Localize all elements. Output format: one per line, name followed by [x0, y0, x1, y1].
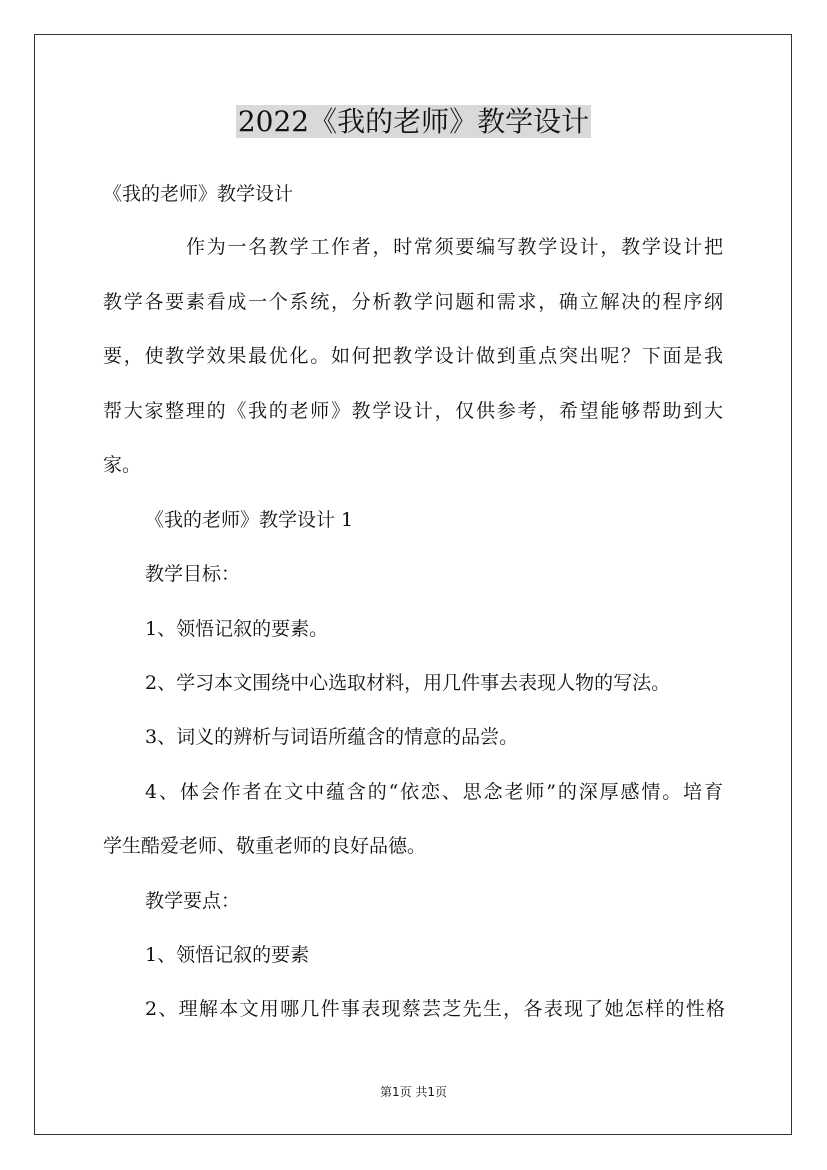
keypoint-item-1: 1、领悟记叙的要素 [145, 944, 310, 966]
keypoints-heading: 教学要点： [145, 890, 241, 912]
intro-line-4: 帮大家整理的《我的老师》教学设计，仅供参考，希望能够帮助到大 [103, 400, 723, 422]
intro-line-1: 作为一名教学工作者，时常须要编写教学设计，教学设计把 [186, 236, 723, 258]
section-title: 《我的老师》教学设计 1 [145, 509, 354, 531]
keypoint-item-2: 2、理解本文用哪几件事表现蔡芸芝先生，各表现了她怎样的性格 [145, 998, 725, 1020]
objective-item-3: 3、词义的辨析与词语所蕴含的情意的品尝。 [145, 726, 519, 748]
document-title [0, 100, 827, 144]
intro-line-5: 家。 [103, 454, 142, 476]
objective-item-2: 2、学习本文围绕中心选取材料，用几件事去表现人物的写法。 [145, 672, 671, 694]
intro-line-3: 要，使教学效果最优化。如何把教学设计做到重点突出呢？下面是我 [103, 345, 723, 367]
page-footer: 第1页 共1页 [379, 1085, 448, 1099]
objective-item-4-line-2: 学生酷爱老师、敬重老师的良好品德。 [103, 835, 427, 857]
objective-item-4-line-1: 4、体会作者在文中蕴含的“依恋、思念老师”的深厚感情。培育 [145, 781, 723, 803]
document-subtitle: 《我的老师》教学设计 [103, 183, 294, 205]
objectives-heading: 教学目标： [145, 563, 241, 585]
objective-item-1: 1、领悟记叙的要素。 [145, 618, 329, 640]
intro-line-2: 教学各要素看成一个系统，分析教学问题和需求，确立解决的程序纲 [103, 291, 723, 313]
document-title-text: 2022《我的老师》教学设计 [237, 105, 590, 138]
